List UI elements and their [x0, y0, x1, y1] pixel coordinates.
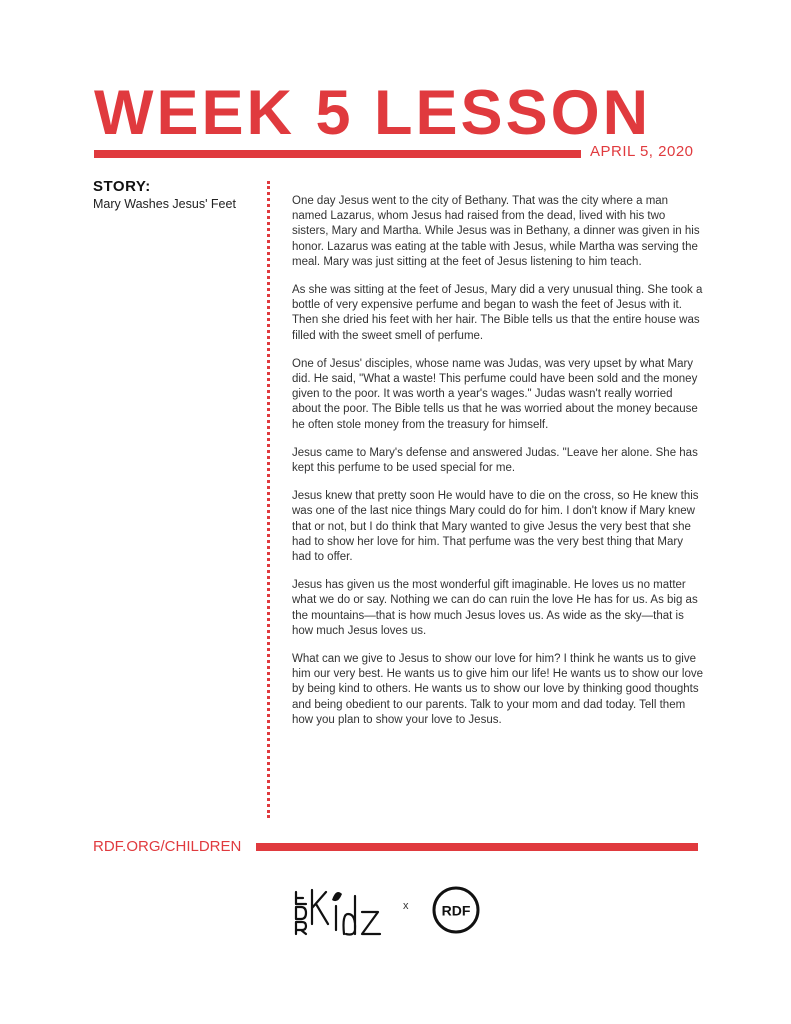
- story-paragraph: Jesus came to Mary's defense and answered Judas. "Leave her alone. She has kept this perfume to be used special for me.: [292, 446, 698, 475]
- page-title: WEEK 5 LESSON: [94, 78, 652, 148]
- story-paragraph: What can we give to Jesus to show our love for him? I think he wants us to give him our very best. He wants us to give him our life! He wants us to show our love by being kind to others. He wants us to show our love by thinking good thoughts and being obedient to our parents. Talk to your mom and dad today. Tell them how you plan to show your love to Jesus.: [292, 653, 703, 726]
- rdf-circle-logo-icon: [432, 886, 480, 934]
- title-underline: [94, 150, 581, 158]
- story-body: [292, 194, 704, 741]
- story-paragraph: As she was sitting at the feet of Jesus, Mary did a very unusual thing. She took a bottle of very expensive perfume and began to wash the feet of Jesus with it. Then she dried his feet with her hair. The Bible tells us that the entire house was filled with the sweet smell of perfume.: [292, 284, 703, 342]
- website-link[interactable]: RDF.ORG/CHILDREN: [93, 838, 242, 855]
- logo-separator: x: [403, 900, 409, 912]
- story-paragraph: Jesus has given us the most wonderful gift imaginable. He loves us no matter what we do or say. Nothing we can do can ruin the love He has for us. As big as the mountains—that is how much Jesus loves us. As wide as the sky—that is how much Jesus loves us.: [292, 579, 698, 637]
- rdf-kidz-logo-icon: [292, 884, 384, 938]
- svg-text:RDF: RDF: [441, 902, 471, 919]
- story-paragraph: One of Jesus' disciples, whose name was Judas, was very upset by what Mary did. He said, "What a waste! This perfume could have been sold and the money given to the poor. It was worth a year's wages." Judas wasn't really worried about the poor. The Bible tells us that he was worried about the money because he often stole money from the treasury for himself.: [292, 357, 698, 431]
- dotted-divider: [267, 181, 270, 818]
- lesson-date: APRIL 5, 2020: [590, 143, 694, 160]
- logo-row: [292, 882, 492, 942]
- story-paragraph: One day Jesus went to the city of Bethany. That was the city where a man named Lazarus, whom Jesus had raised from the dead, lived with his two sisters, Mary and Martha. While Jesus was in Bethany, a dinner was given in his honor. Lazarus was eating at the table with Jesus, while Martha was serving the meal. Mary was just sitting at the feet of Jesus listening to him teach.: [292, 195, 700, 268]
- story-title: Mary Washes Jesus' Feet: [93, 197, 236, 211]
- footer-rule: [256, 843, 698, 851]
- story-heading: STORY:: [93, 178, 151, 195]
- story-paragraph: Jesus knew that pretty soon He would have to die on the cross, so He knew this was one of the last nice things Mary could do for him. I don't know if Mary knew that or not, but I do think that Mary wanted to give Jesus the very best that she had to show her love for him. That perfume was the very best thing that Mary had to offer.: [292, 490, 699, 564]
